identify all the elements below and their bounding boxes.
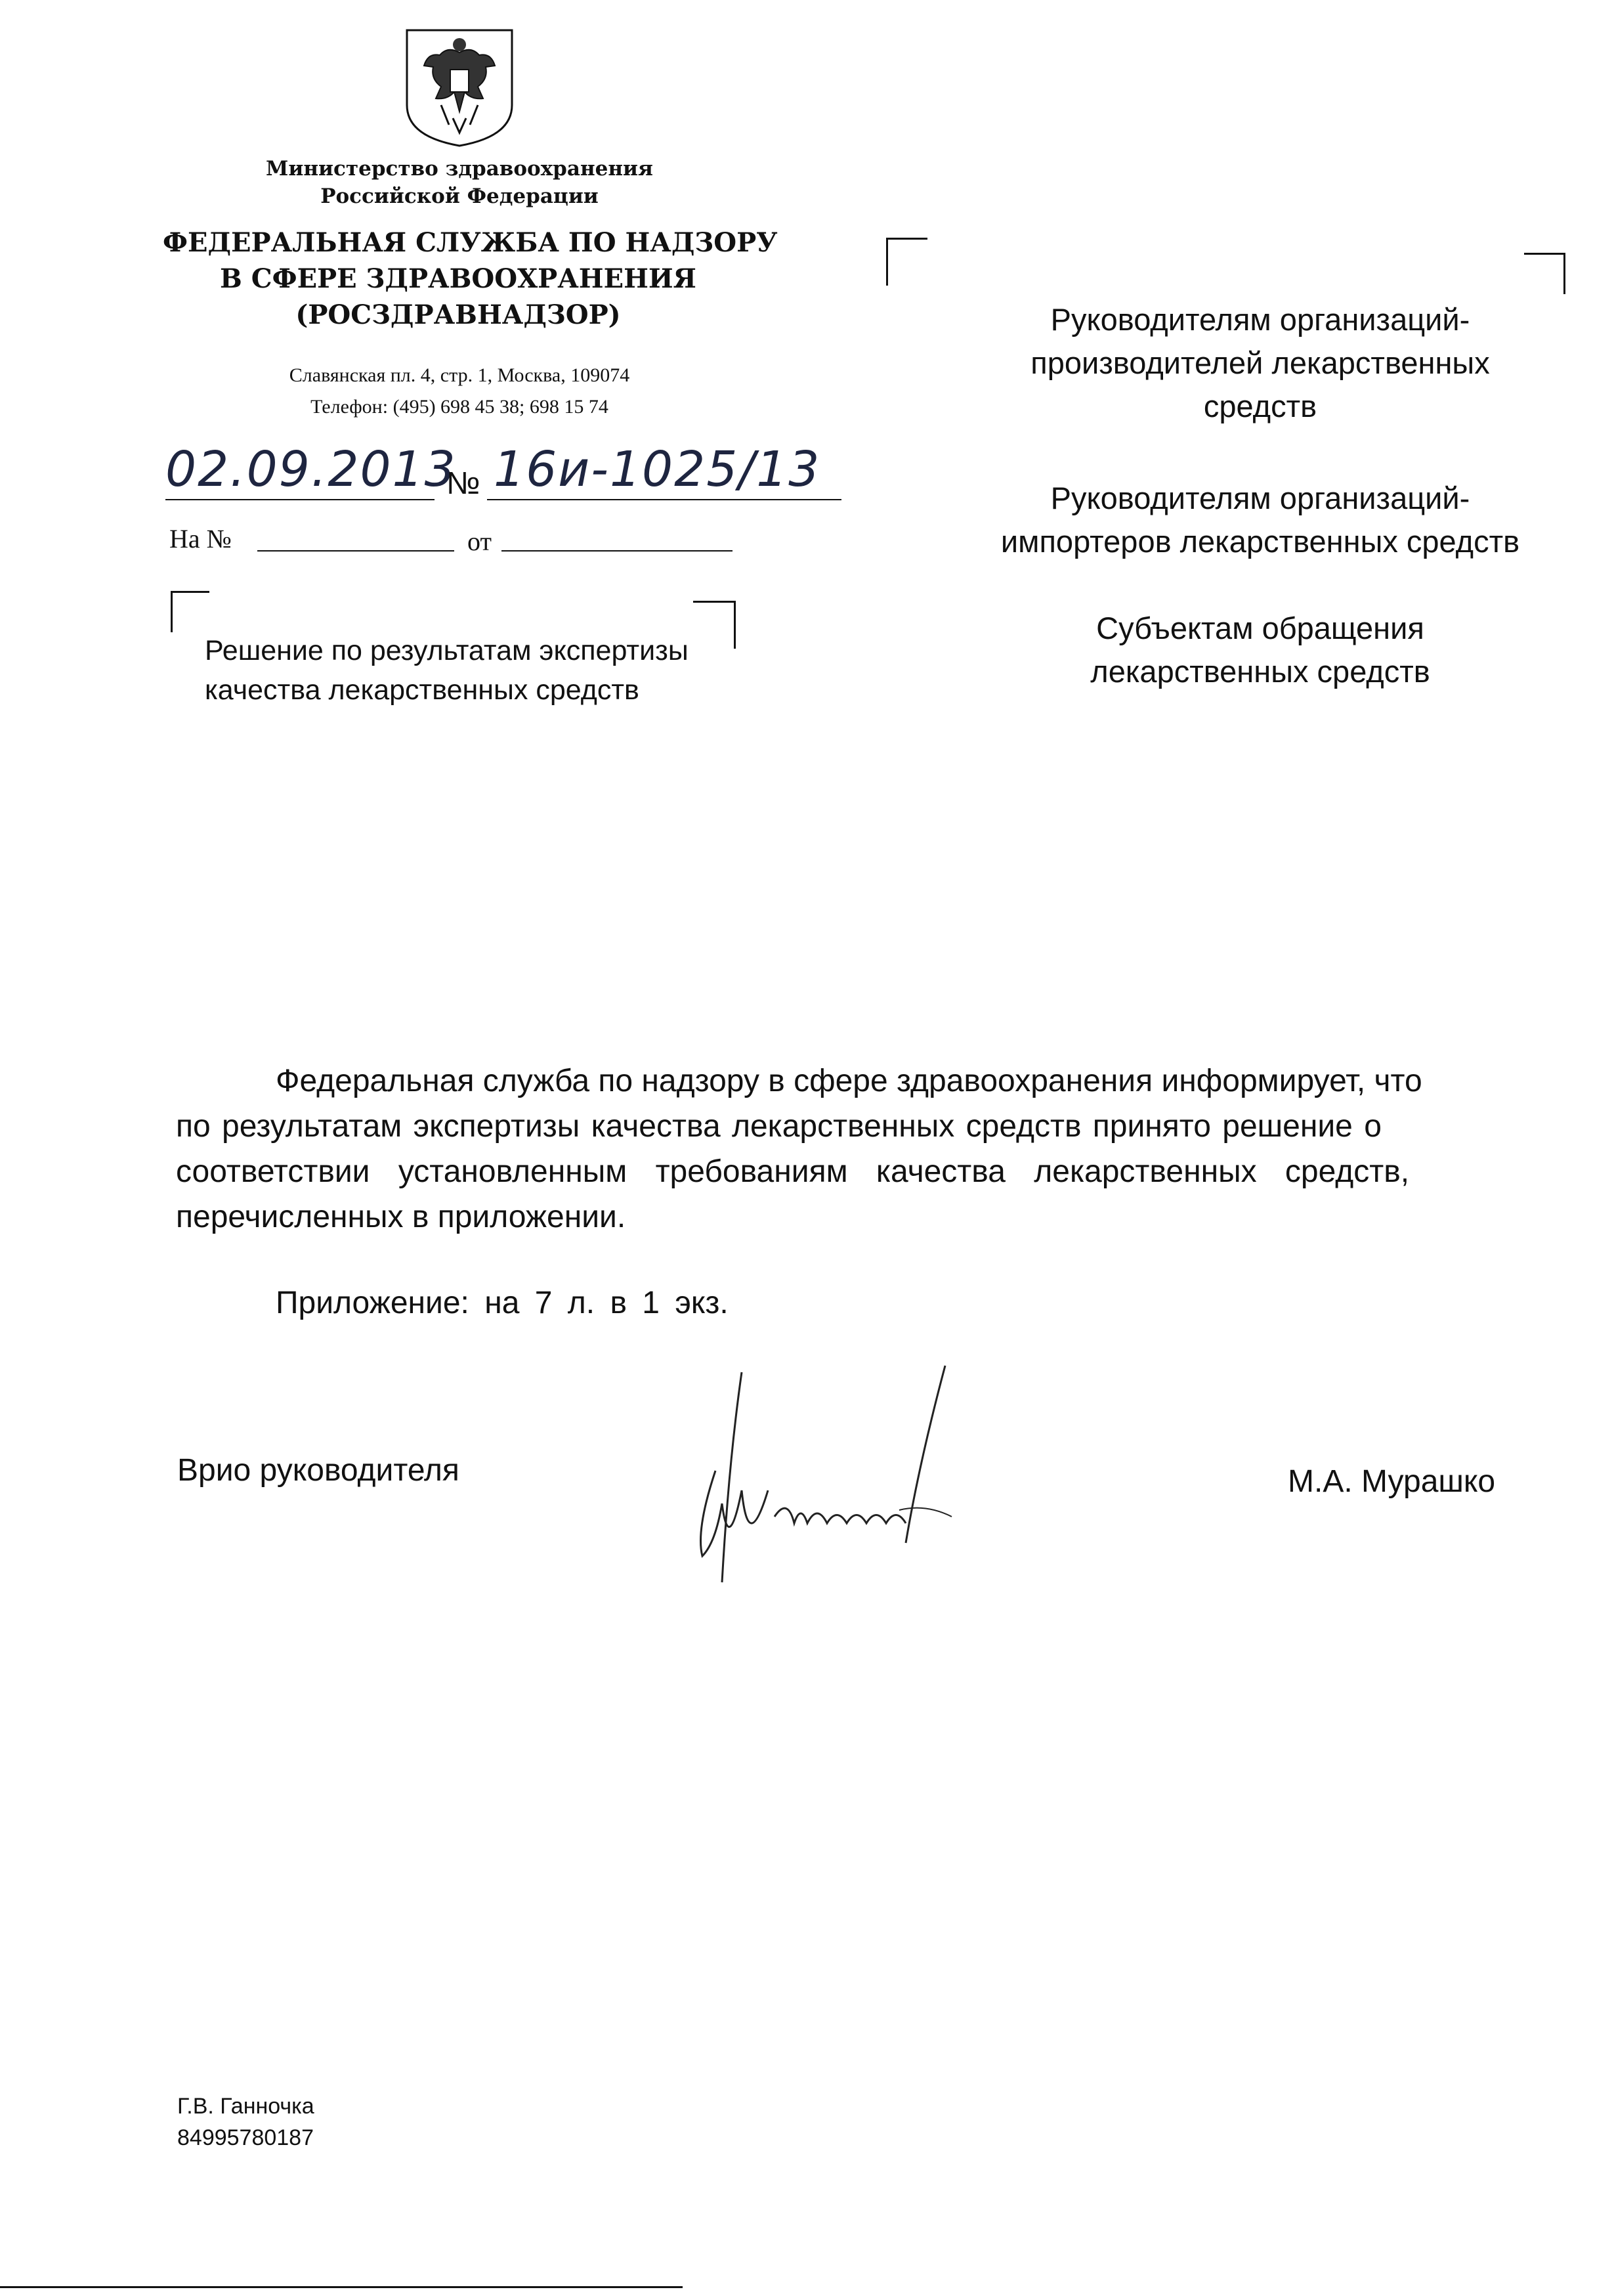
from-date-blank bbox=[501, 550, 733, 552]
recipient-2-line2: импортеров лекарственных средств bbox=[1000, 524, 1520, 559]
service-name-line3: (РОСЗДРАВНАДЗОР) bbox=[295, 299, 621, 330]
executor-name: Г.В. Ганночка bbox=[177, 2094, 314, 2119]
signatory-name: М.А. Мурашко bbox=[1288, 1464, 1496, 1499]
number-underline bbox=[487, 499, 841, 500]
signatory-position: Врио руководителя bbox=[177, 1453, 459, 1488]
recipient-3-line2: лекарственных средств bbox=[1090, 654, 1430, 689]
subject-bracket-left bbox=[171, 591, 209, 632]
coat-of-arms-emblem bbox=[402, 26, 517, 148]
body-paragraph-line3: соответствии установленным требованиям качества лекарственных средств, bbox=[176, 1154, 1410, 1189]
recipient-1-line3: средств bbox=[1203, 389, 1317, 423]
subject-line1: Решение по результатам экспертизы bbox=[205, 635, 689, 666]
handwritten-signature bbox=[676, 1359, 978, 1602]
recipient-1-line2: производителей лекарственных bbox=[1030, 345, 1490, 380]
service-address: Славянская пл. 4, стр. 1, Москва, 109074 bbox=[289, 364, 630, 386]
number-label: № bbox=[446, 466, 480, 501]
subject-bracket-right bbox=[693, 601, 736, 649]
date-underline bbox=[165, 499, 435, 500]
body-paragraph-line1: Федеральная служба по надзору в сфере здравоохранения информирует, что bbox=[276, 1064, 1422, 1098]
recipient-1-line1: Руководителям организаций- bbox=[1050, 302, 1470, 337]
reply-number-blank bbox=[257, 550, 454, 552]
recipient-2-line1: Руководителям организаций- bbox=[1050, 481, 1470, 515]
service-name-line1: ФЕДЕРАЛЬНАЯ СЛУЖБА ПО НАДЗОРУ bbox=[163, 227, 778, 258]
handwritten-date: 02.09.2013 bbox=[165, 441, 457, 498]
body-paragraph-line2: по результатам экспертизы качества лекарственных средств принято решение о bbox=[176, 1109, 1382, 1144]
ministry-name-line1: Министерство здравоохранения bbox=[266, 157, 653, 181]
recipient-bracket-left bbox=[886, 238, 927, 286]
handwritten-number: 16и-1025/13 bbox=[494, 441, 821, 498]
service-phone: Телефон: (495) 698 45 38; 698 15 74 bbox=[310, 396, 608, 418]
subject-line2: качества лекарственных средств bbox=[205, 674, 639, 706]
reply-to-label: На № bbox=[169, 524, 232, 553]
attachment-note: Приложение: на 7 л. в 1 экз. bbox=[276, 1286, 729, 1320]
from-label: от bbox=[467, 527, 492, 556]
executor-phone: 84995780187 bbox=[177, 2125, 314, 2150]
body-paragraph-line4: перечисленных в приложении. bbox=[176, 1200, 626, 1234]
ministry-name-line2: Российской Федерации bbox=[320, 184, 599, 208]
service-name-line2: В СФЕРЕ ЗДРАВООХРАНЕНИЯ bbox=[220, 263, 696, 294]
bottom-edge-line bbox=[0, 2286, 683, 2288]
recipient-3-line1: Субъектам обращения bbox=[1096, 611, 1424, 645]
recipient-bracket-right bbox=[1524, 253, 1565, 294]
